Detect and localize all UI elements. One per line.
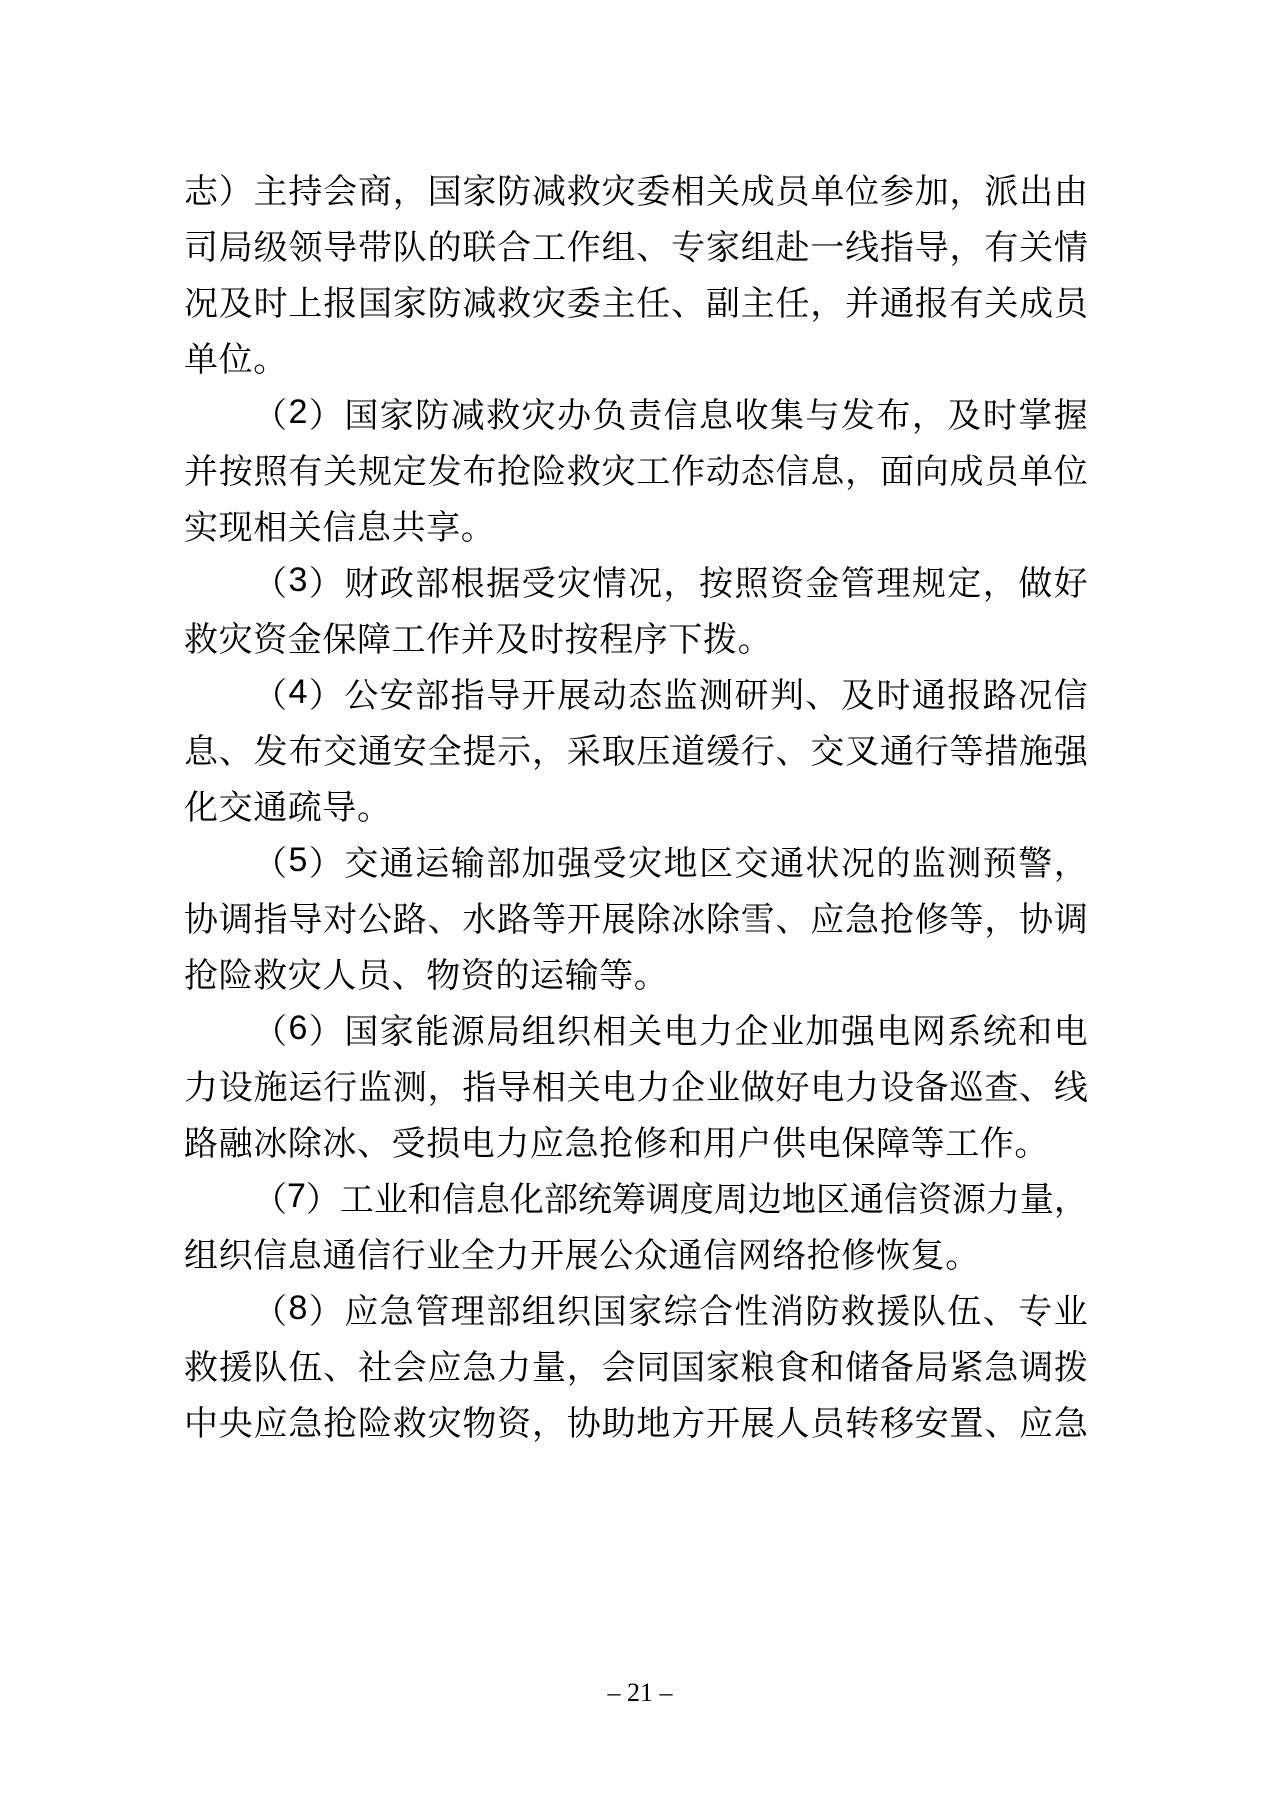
text-line: 中 央 应 急 抢 险 救 灾 物 资 ， 协 助 地 方 开 展 人 员 转 移 安 置 、 应 急 [184,1404,1088,1443]
text-line: 并 按 照 有 关 规 定 发 布 抢 险 救 灾 工 作 动 态 信 息 ， 面 向 成 员 单 位 [184,452,1088,491]
text-line: 抢险救灾人员、物资的运输等。 [184,956,669,995]
text-line: （ 8 ） 应 急 管 理 部 组 织 国 家 综 合 性 消 防 救 援 队 伍 、 专 业 [253,1288,1088,1331]
text-line: 救灾资金保障工作并及时按程序下拨。 [184,620,773,659]
text-line: 单位。 [184,340,288,379]
document-body [184,160,1088,1448]
text-line: 实现相关信息共享。 [184,508,496,547]
text-line: （ 7 ） 工 业 和 信 息 化 部 统 筹 调 度 周 边 地 区 通 信 资 源 力 量 ， [253,1176,1088,1219]
text-line: （ 6 ） 国 家 能 源 局 组 织 相 关 电 力 企 业 加 强 电 网 系 统 和 电 [253,1008,1088,1051]
text-line: 组织信息通信行业全力开展公众通信网络抢修恢复。 [184,1236,980,1275]
text-line: （ 5 ） 交 通 运 输 部 加 强 受 灾 地 区 交 通 状 况 的 监 测 预 警 ， [253,840,1088,883]
text-line: （ 3 ） 财 政 部 根 据 受 灾 情 况 ， 按 照 资 金 管 理 规 定 ， 做 好 [253,560,1088,603]
text-line: 息 、 发 布 交 通 安 全 提 示 ， 采 取 压 道 缓 行 、 交 叉 通 行 等 措 施 强 [184,732,1088,771]
text-line: 路融冰除冰、受损电力应急抢修和用户供电保障等工作。 [184,1124,1049,1163]
text-line: 救 援 队 伍 、 社 会 应 急 力 量 ， 会 同 国 家 粮 食 和 储 备 局 紧 急 调 拨 [184,1348,1088,1387]
text-line: 协 调 指 导 对 公 路 、 水 路 等 开 展 除 冰 除 雪 、 应 急 抢 修 等 ， 协 调 [184,900,1088,939]
page-number: – 21 – [607,1678,673,1707]
text-line: 力 设 施 运 行 监 测 ， 指 导 相 关 电 力 企 业 做 好 电 力 设 备 巡 查 、 线 [184,1068,1088,1107]
text-line: （ 2 ） 国 家 防 减 救 灾 办 负 责 信 息 收 集 与 发 布 ， 及 时 掌 握 [253,392,1088,435]
text-line: （ 4 ） 公 安 部 指 导 开 展 动 态 监 测 研 判 、 及 时 通 报 路 况 信 [253,672,1088,715]
text-line: 司 局 级 领 导 带 队 的 联 合 工 作 组 、 专 家 组 赴 一 线 指 导 ， 有 关 情 [184,228,1088,267]
text-line: 化交通疏导。 [184,788,392,827]
text-line: 志 ） 主 持 会 商 ， 国 家 防 减 救 灾 委 相 关 成 员 单 位 参 加 ， 派 出 由 [184,172,1088,211]
text-line: 况 及 时 上 报 国 家 防 减 救 灾 委 主 任 、 副 主 任 ， 并 通 报 有 关 成 员 [184,284,1088,323]
